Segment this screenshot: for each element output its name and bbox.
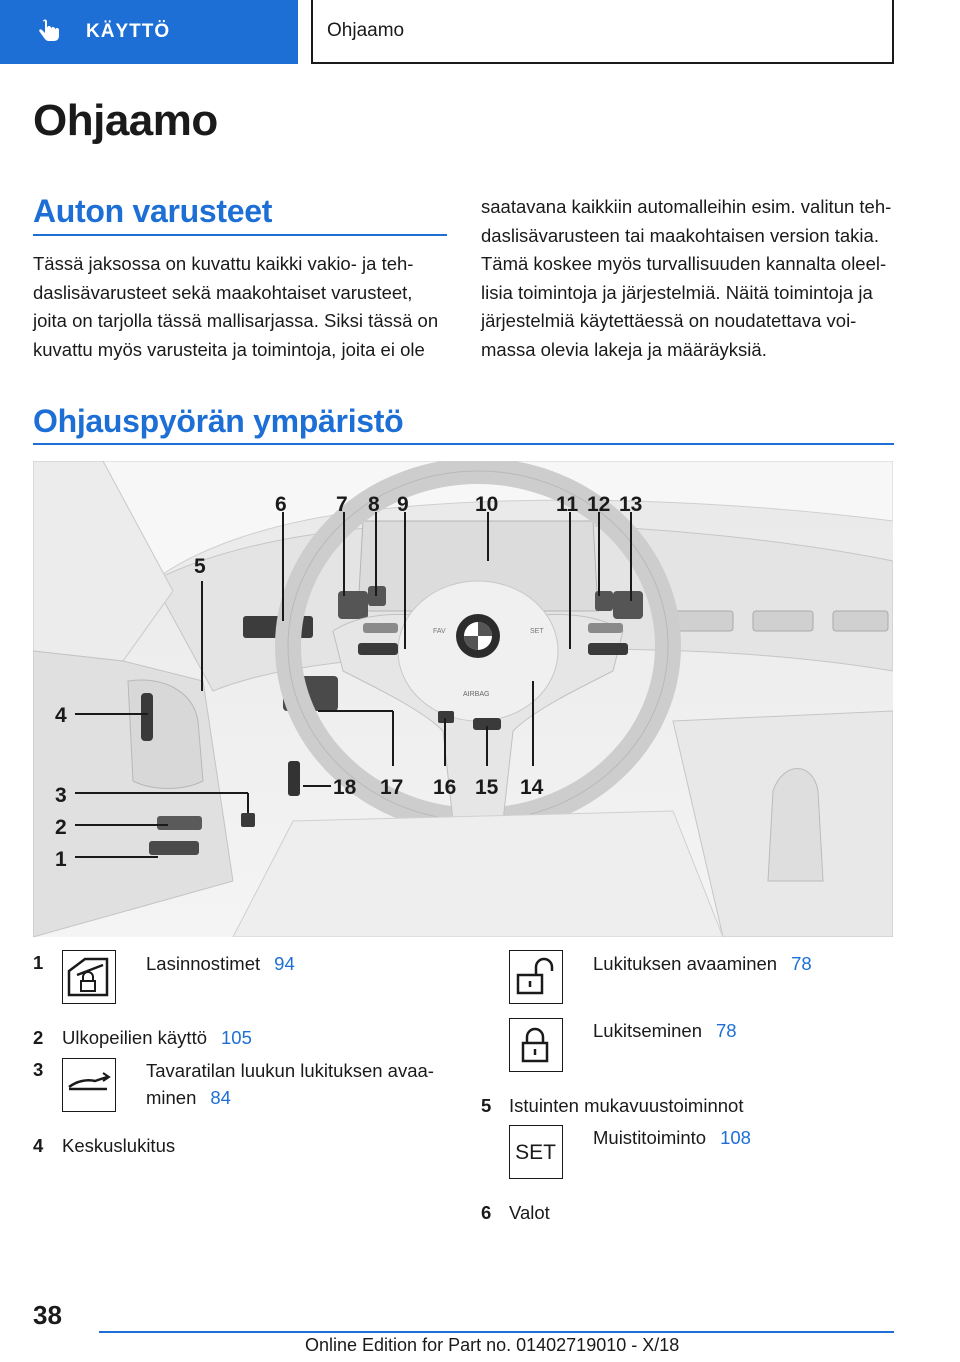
footer-edition: Online Edition for Part no. 01402719010 - X/18 (305, 1335, 680, 1355)
lock-icon (509, 1018, 563, 1072)
callout-7: 7 (336, 493, 348, 516)
legend-label: minen (146, 1087, 197, 1108)
paragraph-line: daslisävarusteen tai maakohtaisen version takia. (481, 224, 879, 246)
legend-number: 1 (33, 952, 44, 973)
callout-13: 13 (619, 493, 643, 516)
legend-item-trunk (146, 1057, 434, 1111)
paragraph-line: joita on tarjolla tässä mallisarjassa. Siksi tässä on (33, 310, 439, 331)
paragraph-line: Tämä koskee myös turvallisuuden kannalta oleel- (481, 253, 887, 274)
legend-item-window-lifters (146, 950, 295, 977)
callout-12: 12 (587, 493, 611, 516)
page-number: 38 (33, 1300, 62, 1330)
page-link[interactable]: 108 (720, 1127, 751, 1148)
section-rule (33, 443, 894, 445)
legend-number: 3 (33, 1059, 44, 1080)
callout-2: 2 (55, 816, 67, 839)
intro-paragraph-right (481, 193, 891, 364)
legend-number: 5 (481, 1095, 492, 1116)
callout-3: 3 (55, 784, 67, 807)
paragraph-line: massa olevia lakeja ja määräyksiä. (481, 338, 767, 360)
legend-label: Muistitoiminto (593, 1127, 707, 1148)
memory-set-icon-text: SET (515, 1141, 556, 1164)
unlock-icon (509, 950, 563, 1004)
legend-item-locking (593, 1017, 737, 1044)
window-lock-icon (62, 950, 116, 1004)
legend-item-lights: Valot (509, 1202, 550, 1223)
page-link[interactable]: 84 (210, 1087, 231, 1108)
legend-label: Lukituksen avaaminen (593, 953, 778, 974)
page-link[interactable]: 105 (221, 1027, 252, 1048)
airbag-label: AIRBAG (463, 691, 490, 698)
callout-4: 4 (55, 704, 67, 727)
legend-item-central-locking: Keskuslukitus (62, 1135, 176, 1156)
page-title: Ohjaamo (33, 96, 218, 145)
footer-rule (99, 1331, 894, 1333)
section-heading-equipment: Auton varusteet (33, 193, 273, 229)
cockpit-drawing (33, 461, 893, 937)
callout-10: 10 (475, 493, 499, 516)
memory-set-icon (509, 1125, 563, 1179)
callout-8: 8 (368, 493, 380, 516)
callout-17: 17 (380, 776, 404, 799)
chapter-tab-label: KÄYTTÖ (86, 21, 171, 42)
callout-18: 18 (333, 776, 357, 799)
section-breadcrumb (311, 0, 894, 64)
callout-11: 11 (556, 493, 579, 516)
cockpit-illustration (33, 461, 893, 937)
wheel-text-left: FAV (433, 628, 446, 635)
paragraph-line: Tässä jaksossa on kuvattu kaikki vakio- ja teh- (33, 253, 414, 274)
page-link[interactable]: 94 (274, 953, 295, 974)
paragraph-line: saatavana kaikkiin automalleihin esim. valitun teh- (481, 196, 892, 217)
legend-label: Lukitseminen (593, 1020, 703, 1041)
paragraph-line: lisia toimintoja ja järjestelmiä. Näitä toimintoja ja (481, 281, 873, 303)
trunk-lid-icon (62, 1058, 116, 1112)
section-breadcrumb-label: Ohjaamo (327, 20, 405, 41)
legend-item-mirrors (62, 1024, 252, 1051)
legend-item-unlocking (593, 950, 812, 977)
callout-14: 14 (520, 776, 544, 799)
legend-number: 2 (33, 1027, 44, 1048)
page-link[interactable]: 78 (716, 1020, 737, 1041)
callout-15: 15 (475, 776, 499, 799)
callout-16: 16 (433, 776, 457, 799)
legend-number: 6 (481, 1202, 492, 1223)
legend-label: Lasinnostimet (146, 953, 261, 974)
legend-label: Tavaratilan luukun lukituksen avaa- (146, 1060, 434, 1081)
page-link[interactable]: 78 (791, 953, 812, 974)
section-heading-steering-wheel: Ohjauspyörän ympäristö (33, 403, 404, 439)
callout-1: 1 (55, 848, 67, 871)
legend-item-seat-comfort: Istuinten mukavuustoiminnot (509, 1095, 744, 1116)
wheel-text-right: SET (530, 628, 544, 635)
callout-5: 5 (194, 555, 206, 578)
hand-pointer-icon (36, 18, 64, 46)
legend-label: Ulkopeilien käyttö (62, 1027, 207, 1048)
section-rule (33, 234, 447, 236)
paragraph-line: järjestelmiä käytettäessä on noudatettava voi- (481, 310, 857, 331)
chapter-tab[interactable] (0, 0, 298, 64)
legend-item-memory (593, 1124, 751, 1151)
paragraph-line: daslisävarusteet sekä maakohtaiset varusteet, (33, 281, 413, 303)
callout-6: 6 (275, 493, 287, 516)
callout-9: 9 (397, 493, 409, 516)
legend-number: 4 (33, 1135, 44, 1156)
paragraph-line: kuvattu myös varusteita ja toimintoja, joita ei ole (33, 338, 425, 360)
intro-paragraph-left (33, 250, 438, 364)
